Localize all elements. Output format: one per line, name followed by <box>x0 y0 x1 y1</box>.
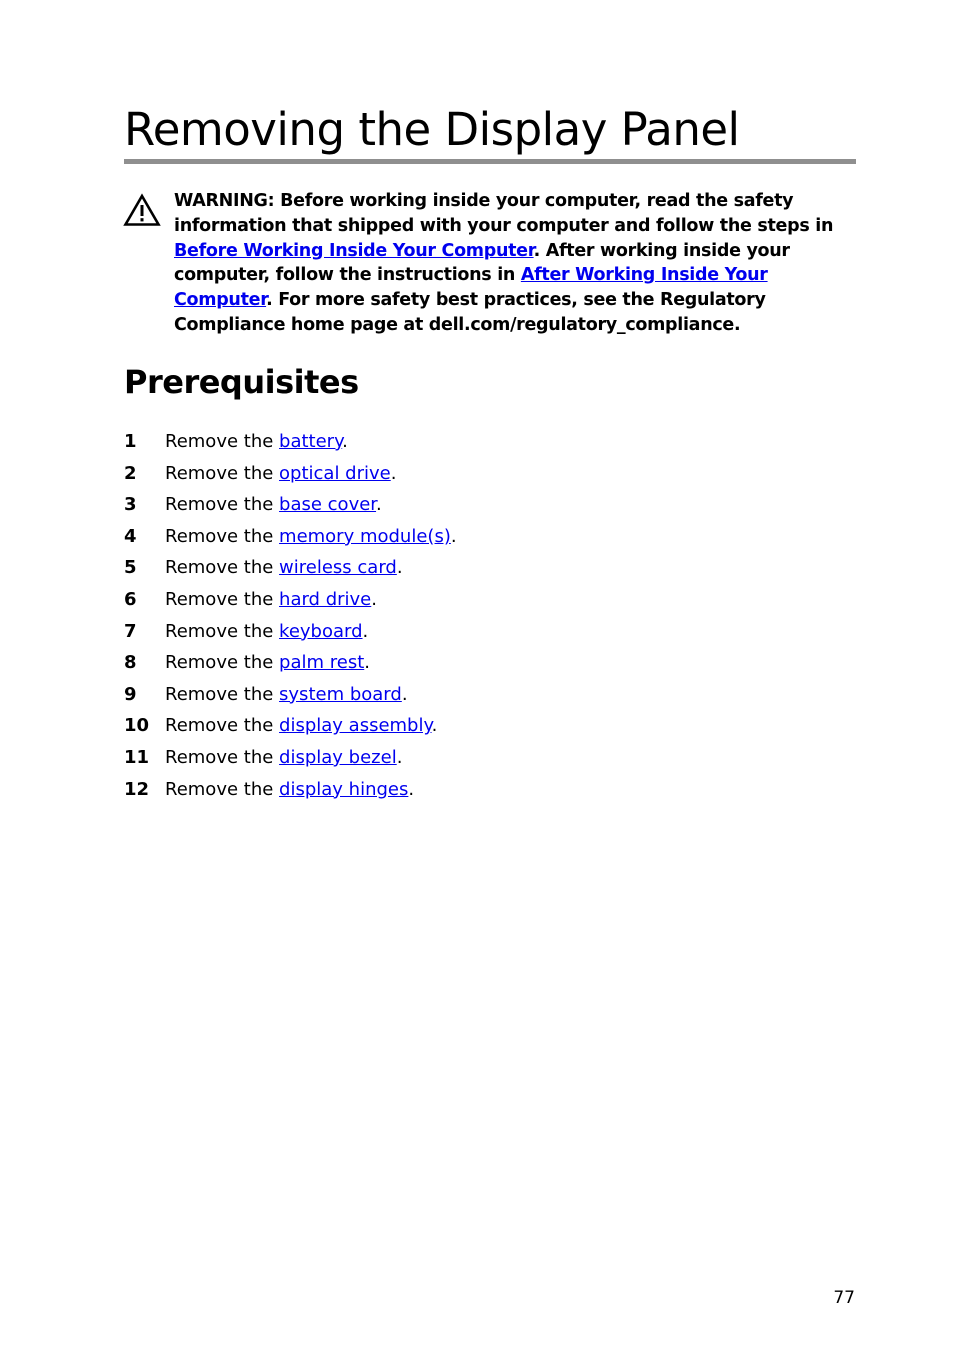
page-number: 77 <box>833 1288 855 1308</box>
list-item <box>124 489 457 521</box>
step-suffix: . <box>431 715 438 737</box>
before-working-link[interactable]: Before Working Inside Your Computer <box>174 240 534 261</box>
step-text: Remove the <box>165 620 280 642</box>
list-item <box>124 710 457 742</box>
optical-drive-link[interactable]: optical drive <box>279 462 391 484</box>
step-suffix: . <box>401 683 408 705</box>
system-board-link[interactable]: system board <box>279 683 402 705</box>
memory-modules-link[interactable]: memory module(s) <box>279 525 451 547</box>
keyboard-link[interactable]: keyboard <box>279 620 363 642</box>
list-item <box>124 521 457 553</box>
step-text: Remove the <box>165 683 280 705</box>
list-item <box>124 679 457 711</box>
prerequisites-list <box>124 426 457 805</box>
step-suffix: . <box>450 525 457 547</box>
title-rule <box>124 159 856 164</box>
list-item <box>124 647 457 679</box>
step-number: 6 <box>124 588 137 610</box>
after-working-link[interactable]: After Working Inside Your Computer <box>174 265 768 311</box>
battery-link[interactable]: battery <box>279 431 343 452</box>
warning-text-part1: WARNING: Before working inside your computer, read the safety information that shipped with your computer and follow the steps in <box>174 191 834 236</box>
list-item <box>124 552 457 584</box>
step-number: 9 <box>124 683 137 705</box>
step-text: Remove the <box>165 431 280 452</box>
step-suffix: . <box>376 494 382 516</box>
prerequisites-heading: Prerequisites <box>124 363 359 401</box>
warning-triangle-icon <box>123 193 161 227</box>
display-hinges-link[interactable]: display hinges <box>279 778 409 800</box>
step-text: Remove the <box>165 588 280 610</box>
list-item <box>124 426 457 458</box>
page-title: Removing the Display Panel <box>124 103 740 156</box>
list-item <box>124 584 457 616</box>
step-text: Remove the <box>165 557 280 579</box>
warning-text-part3: . For more safety best practices, see the Regulatory Compliance home page at dell.com/regulatory_compliance. <box>174 290 766 335</box>
step-number: 1 <box>124 431 137 452</box>
step-number: 11 <box>124 746 150 768</box>
list-item <box>124 458 457 490</box>
step-suffix: . <box>396 557 403 579</box>
step-number: 7 <box>124 620 137 642</box>
warning-text <box>174 189 864 338</box>
step-number: 10 <box>124 715 150 737</box>
step-suffix: . <box>362 620 369 642</box>
base-cover-link[interactable]: base cover <box>279 494 377 516</box>
step-text: Remove the <box>165 494 280 516</box>
step-suffix: . <box>364 652 370 674</box>
step-text: Remove the <box>165 746 280 768</box>
hard-drive-link[interactable]: hard drive <box>279 588 372 610</box>
step-suffix: . <box>390 462 397 484</box>
step-suffix: . <box>371 588 377 610</box>
list-item <box>124 742 457 774</box>
step-suffix: . <box>396 746 403 768</box>
warning-text-part2: . After working inside your computer, follow the instructions in <box>174 240 790 286</box>
step-number: 3 <box>124 494 137 516</box>
palm-rest-link[interactable]: palm rest <box>279 652 365 674</box>
step-suffix: . <box>342 431 348 452</box>
step-text: Remove the <box>165 715 280 737</box>
list-item <box>124 616 457 648</box>
display-assembly-link[interactable]: display assembly <box>279 715 432 737</box>
list-item <box>124 774 457 806</box>
step-number: 5 <box>124 557 137 579</box>
step-text: Remove the <box>165 525 280 547</box>
step-number: 8 <box>124 652 137 674</box>
display-bezel-link[interactable]: display bezel <box>279 746 397 768</box>
step-number: 4 <box>124 525 137 547</box>
step-suffix: . <box>408 778 415 800</box>
wireless-card-link[interactable]: wireless card <box>279 557 397 579</box>
step-text: Remove the <box>165 462 280 484</box>
step-number: 2 <box>124 462 137 484</box>
step-number: 12 <box>124 778 150 800</box>
step-text: Remove the <box>165 778 280 800</box>
step-text: Remove the <box>165 652 280 674</box>
